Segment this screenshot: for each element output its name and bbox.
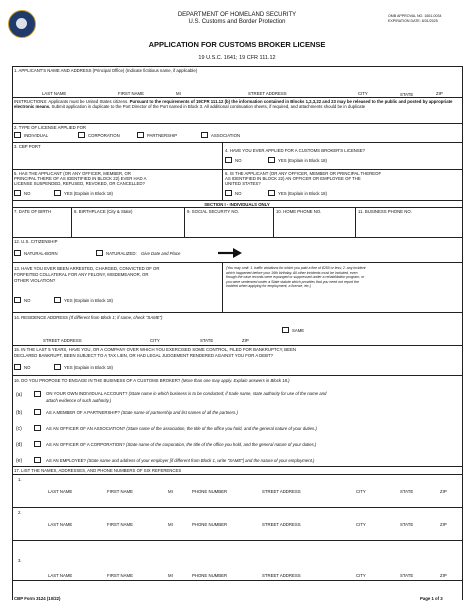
- b14-col-city: CITY: [150, 338, 160, 343]
- association-checkbox[interactable]: [201, 132, 208, 138]
- partnership-checkbox[interactable]: [137, 132, 144, 138]
- b16-e-text: AS AN EMPLOYEE? (State name and address of your employer [if different from Block 1, write "SAME"] and the nature of your employment.): [46, 458, 315, 463]
- naturalization-field[interactable]: [246, 246, 458, 258]
- cbp-port-field[interactable]: [14, 150, 218, 166]
- block6-no-checkbox[interactable]: [225, 190, 232, 196]
- b14-col-zip: ZIP: [242, 338, 249, 343]
- ref3-col-zip: ZIP: [440, 573, 447, 578]
- b16-c-letter: (c): [16, 426, 22, 432]
- block13-yes-checkbox[interactable]: [54, 297, 61, 303]
- b16-d-checkbox[interactable]: [34, 441, 41, 447]
- form-title: APPLICATION FOR CUSTOMS BROKER LICENSE: [148, 40, 326, 49]
- b16-b-checkbox[interactable]: [34, 409, 41, 415]
- block3-label: 3. CBP PORT: [14, 144, 41, 149]
- naturalized-label: NATURALIZED:: [106, 251, 137, 256]
- ref2-col-city: CITY: [356, 522, 366, 527]
- corporation-label: CORPORATION: [88, 133, 120, 138]
- individual-label: INDIVIDUAL: [24, 133, 49, 138]
- residence-address-label: 14. RESIDENCE ADDRESS (If different from Block 1; if same, check "SAME"): [14, 315, 163, 320]
- b1-col-zip: ZIP: [436, 91, 443, 96]
- b16-d-text: AS AN OFFICER OF A CORPORATION? (State name of the corporation, the title of the office you hold, and the general nature of your duties.): [46, 442, 317, 447]
- page-number: Page 1 of 3: [420, 596, 443, 601]
- ref1-col-last: LAST NAME: [48, 489, 73, 494]
- ref2-col-zip: ZIP: [440, 522, 447, 527]
- b16-e-checkbox[interactable]: [34, 457, 41, 463]
- block4-yes-checkbox[interactable]: [268, 157, 275, 163]
- b14-col-state: STATE: [200, 338, 214, 343]
- block2-label: 2. TYPE OF LICENSE APPLIED FOR: [14, 125, 87, 130]
- b16-d-letter: (d): [16, 442, 23, 448]
- ref3-col-state: STATE: [400, 573, 414, 578]
- ref2-col-state: STATE: [400, 522, 414, 527]
- block15-line2: DECLARED BANKRUPT, BEEN SUBJECT TO A TAX LIEN, OR HAD LEGAL JUDGEMENT RENDERED AGAINST YOU FOR A DEBT?: [14, 353, 273, 358]
- block4-no-checkbox[interactable]: [225, 157, 232, 163]
- block13-line3: OTHER VIOLATION?: [14, 278, 56, 283]
- b1-col-first: FIRST NAME: [118, 91, 144, 96]
- ref1-col-city: CITY: [356, 489, 366, 494]
- block5-line1: 5. HAS THE APPLICANT (OR ANY OFFICER, MEMBER, OR: [14, 171, 131, 176]
- block15-line1: 15. IN THE LAST 5 YEARS, HAVE YOU, OR A COMPANY OVER WHICH YOU EXERCISED SOME CONTROL, FILED FOR BANKRUPTCY, BEEN: [14, 347, 296, 352]
- block6-yes-checkbox[interactable]: [268, 190, 275, 196]
- block13-line2: FORFEITED COLLATERAL FOR ANY FELONY, MISDEMEANOR, OR: [14, 272, 149, 277]
- business-phone-label: 11. BUSINESS PHONE NO.: [358, 209, 412, 214]
- naturalized-checkbox[interactable]: [96, 250, 103, 256]
- instructions-text: INSTRUCTIONS: Applicants must be United States citizens. Pursuant to the requirements of 19CFR 111.12 (b) the information contained in Blocks 1,2,3,22 and 23 may be released to the public and posted by appropriate electronic means. Submit application in duplicate to the Port Director of the Port named in Block 3. All additional continuation sheets, if required, and attachments should be in duplicate: [14, 99, 453, 109]
- b16-a-text2: attach evidence of such authority.): [46, 398, 112, 403]
- form-number: CBP Form 3124 (10/22): [14, 596, 61, 601]
- b14-col-street: STREET ADDRESS: [43, 338, 82, 343]
- ref3-col-mi: MI: [168, 573, 173, 578]
- ref1-col-zip: ZIP: [440, 489, 447, 494]
- ssn-label: 9. SOCIAL SECURITY NO.: [187, 209, 240, 214]
- ref1-col-phone: PHONE NUMBER: [192, 489, 228, 494]
- corporation-checkbox[interactable]: [78, 132, 85, 138]
- dept-name: DEPARTMENT OF HOMELAND SECURITY: [177, 12, 297, 18]
- ref1-col-first: FIRST NAME: [107, 489, 133, 494]
- block5-no-checkbox[interactable]: [14, 190, 21, 196]
- ref2-col-first: FIRST NAME: [107, 522, 133, 527]
- birthplace-field[interactable]: [74, 215, 182, 235]
- association-label: ASSOCIATION: [211, 133, 241, 138]
- ref1-col-street: STREET ADDRESS: [262, 489, 301, 494]
- b16-c-checkbox[interactable]: [34, 425, 41, 431]
- ref1-number: 1.: [18, 477, 22, 482]
- block15-no-checkbox[interactable]: [14, 364, 21, 370]
- block5-no-label: NO: [24, 191, 31, 196]
- ssn-field[interactable]: [187, 215, 271, 235]
- b1-col-city: CITY: [358, 91, 368, 96]
- dob-field[interactable]: [14, 215, 69, 235]
- individual-checkbox[interactable]: [14, 132, 21, 138]
- block4-yes-label: YES (Explain in Block 18): [278, 158, 327, 163]
- b16-a-checkbox[interactable]: [34, 391, 41, 397]
- section1-title: SECTION I - INDIVIDUALS ONLY: [204, 202, 270, 207]
- partnership-label: PARTNERSHIP: [147, 133, 178, 138]
- block6-line3: UNITED STATES?: [225, 181, 261, 186]
- block5-line2: PRINCIPAL THERE OF AS IDENTIFIED IN BLOCK 22) EVER HAD A: [14, 176, 147, 181]
- ref2-col-last: LAST NAME: [48, 522, 73, 527]
- ref1-col-mi: MI: [168, 489, 173, 494]
- omb-number: OMB APPROVAL NO. 1651-0034: [388, 14, 442, 18]
- block15-yes-checkbox[interactable]: [54, 364, 61, 370]
- block4-label: 4. HAVE YOU EVER APPLIED FOR A CUSTOMS BROKER'S LICENSE?: [225, 148, 366, 153]
- block15-no-label: NO: [24, 365, 31, 370]
- b1-col-mi: MI: [176, 91, 181, 96]
- ref3-number: 3.: [18, 558, 22, 563]
- block4-no-label: NO: [235, 158, 242, 163]
- ref2-col-street: STREET ADDRESS: [262, 522, 301, 527]
- block5-line3: LICENSE SUSPENDED, REFUSED, REVOKED, OR CANCELLED?: [14, 181, 145, 186]
- ref1-col-state: STATE: [400, 489, 414, 494]
- home-phone-field[interactable]: [276, 215, 353, 235]
- natural-born-label: NATURAL-BORN: [24, 251, 58, 256]
- b1-col-street: STREET ADDRESS: [248, 91, 287, 96]
- block15-yes-label: YES (Explain in Block 18): [64, 365, 113, 370]
- ref2-number: 2.: [18, 510, 22, 515]
- ref3-col-first: FIRST NAME: [107, 573, 133, 578]
- block6-yes-label: YES (Explain in Block 18): [278, 191, 327, 196]
- b16-b-text: AS A MEMBER OF A PARTNERSHIP? (State name of partnership and list names of all the partners.): [46, 410, 238, 415]
- residence-address-field[interactable]: [14, 322, 274, 336]
- expiration-date: EXPIRATION DATE: 8/31/2025: [388, 19, 438, 23]
- ref2-col-mi: MI: [168, 522, 173, 527]
- natural-born-checkbox[interactable]: [14, 250, 21, 256]
- same-checkbox[interactable]: [282, 327, 289, 333]
- dhs-seal-icon: [8, 10, 36, 38]
- birthplace-label: 8. BIRTHPLACE (City & State): [74, 209, 133, 214]
- ref3-col-phone: PHONE NUMBER: [192, 573, 228, 578]
- business-phone-field[interactable]: [358, 215, 460, 235]
- block5-yes-label: YES (Explain in Block 18): [64, 191, 113, 196]
- applicant-name-field[interactable]: [14, 74, 460, 92]
- block13-no-label: NO: [24, 298, 31, 303]
- ref3-col-street: STREET ADDRESS: [262, 573, 301, 578]
- dob-label: 7. DATE OF BIRTH: [14, 209, 52, 214]
- agency-name: U.S. Customs and Border Protection: [188, 19, 286, 25]
- b16-a-text: ON YOUR OWN INDIVIDUAL ACCOUNT? (State name in which business is to be conducted; if trade name, state authority for use of the name and: [46, 391, 327, 396]
- block13-yes-label: YES (Explain in Block 18): [64, 298, 113, 303]
- b16-c-text: AS AN OFFICER OF AN ASSOCIATION? (State name of the association, the title of the office you hold, and the general nature of your duties.): [46, 426, 317, 431]
- arrow-right-icon: [218, 248, 242, 258]
- block6-no-label: NO: [235, 191, 242, 196]
- ref3-field[interactable]: [30, 548, 458, 566]
- b16-b-letter: (b): [16, 410, 23, 416]
- block13-note: (You may omit: 1. traffic violations for which you paid a fine of $250 or less; 2. any incident which happened before your 16th birthday. All other incidents must be included, even though the case records were expunged or suppressed under a rehabilitation program, or you were sentenced under a State statute which provides that you need not report the incident when applying for employment, a license, etc.): [226, 266, 366, 289]
- block16-label: 16. DO YOU PROPOSE TO ENGAGE IN THE BUSINESS OF A CUSTOMS BROKER? (More than one may apply. Explain answers in Block 18.): [14, 378, 290, 383]
- b1-col-state: STATE: [400, 92, 414, 97]
- form-subtitle: 19 U.S.C. 1641; 19 CFR 111.12: [198, 55, 276, 61]
- b16-e-letter: (e): [16, 458, 23, 464]
- block13-no-checkbox[interactable]: [14, 297, 21, 303]
- b16-a-letter: (a): [16, 392, 23, 398]
- citizenship-label: 12. U.S. CITIZENSHIP: [14, 239, 58, 244]
- same-label: SAME: [292, 328, 305, 333]
- b1-col-last: LAST NAME: [42, 91, 67, 96]
- ref2-col-phone: PHONE NUMBER: [192, 522, 228, 527]
- block6-line1: 6. IS THE APPLICANT (OR ANY OFFICER, MEMBER OR PRINCIPAL THEREOF: [225, 171, 382, 176]
- block13-line1: 13. HAVE YOU EVER BEEN ARRESTED, CHARGED, CONVICTED OF OR: [14, 266, 160, 271]
- home-phone-label: 10. HOME PHONE NO.: [276, 209, 322, 214]
- block17-label: 17. LIST THE NAMES, ADDRESSES, AND PHONE NUMBERS OF SIX REFERENCES: [14, 468, 182, 473]
- ref1-field[interactable]: [30, 477, 458, 489]
- ref3-col-last: LAST NAME: [48, 573, 73, 578]
- block1-label: 1. APPLICANT'S NAME AND ADDRESS (Principal Office) (Indicate fictitious name, if applicable): [14, 68, 198, 73]
- naturalized-note: Give Date and Place: [141, 251, 181, 256]
- block6-line2: AS IDENTIFIED IN BLOCK 22) AN OFFICER OR EMPLOYEE OF THE: [225, 176, 361, 181]
- ref3-col-city: CITY: [356, 573, 366, 578]
- ref2-field[interactable]: [30, 510, 458, 522]
- block5-yes-checkbox[interactable]: [54, 190, 61, 196]
